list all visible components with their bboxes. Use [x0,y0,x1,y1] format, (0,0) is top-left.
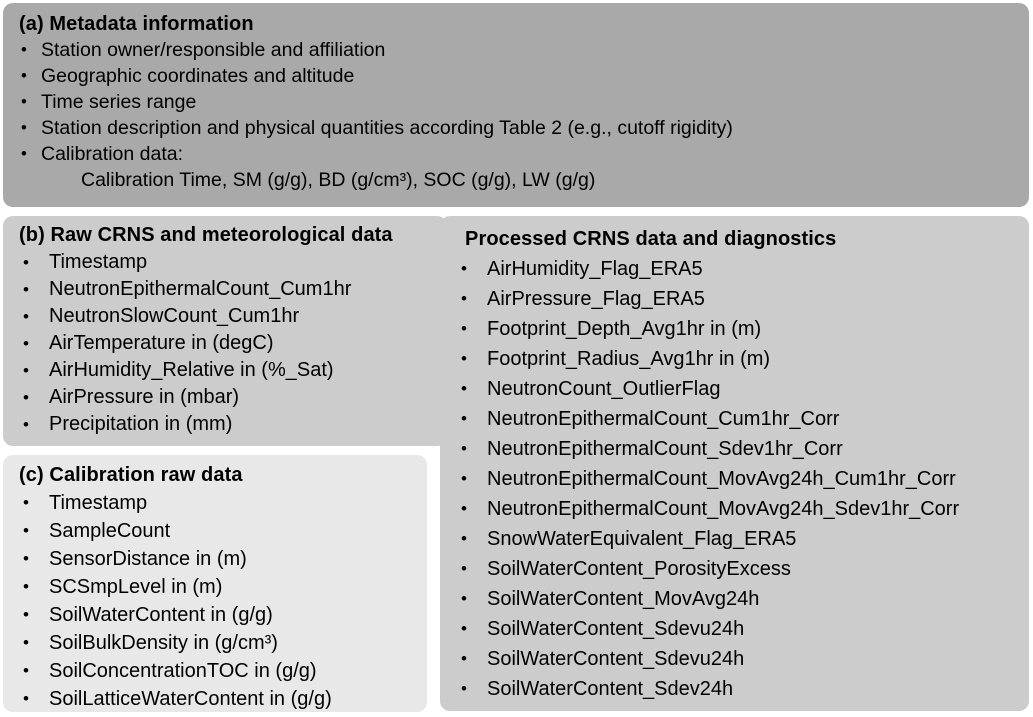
list-item: • AirHumidity_Relative in (%_Sat) [19,357,437,384]
list-item: • Footprint_Radius_Avg1hr in (m) [465,344,1019,374]
list-item: • Time series range [19,89,1013,115]
list-item: • Timestamp [19,489,417,517]
list-item: • SoilWaterContent in (g/g) [19,601,417,629]
list-item: • Geographic coordinates and altitude [19,63,1013,89]
panel-calibration-raw [3,455,427,712]
list-item: • NeutronCount_OutlierFlag [465,374,1019,404]
list-item: • SoilWaterContent_Sdevu24h [465,614,1019,644]
list-item: • NeutronSlowCount_Cum1hr [19,303,437,330]
list-item: • Precipitation in (mm) [19,411,437,438]
list-item: • SnowWaterEquivalent_Flag_ERA5 [465,524,1019,554]
list-item: • SoilBulkDensity in (g/cm³) [19,629,417,657]
list-item: • SoilWaterContent_Sdevu24h [465,644,1019,674]
list-item: • NeutronEpithermalCount_Sdev1hr_Corr [465,434,1019,464]
panel-raw-crns [3,216,447,446]
list-item: • SoilConcentrationTOC in (g/g) [19,657,417,685]
list-item: • SoilWaterContent_Sdev24h [465,674,1019,704]
list-item: • SampleCount [19,517,417,545]
panel-calibration-raw-title: (c) Calibration raw data [19,464,243,486]
list-item: • SoilWaterContent_PorosityExcess [465,554,1019,584]
panel-metadata-title: (a) Metadata information [19,13,254,35]
list-item: • NeutronEpithermalCount_Cum1hr [19,276,437,303]
list-item-indented: Calibration Time, SM (g/g), BD (g/cm³), SOC (g/g), LW (g/g) [81,169,596,191]
list-item: • NeutronEpithermalCount_MovAvg24h_Sdev1hr_Corr [465,494,1019,524]
list-item: • AirHumidity_Flag_ERA5 [465,254,1019,284]
panel-metadata [3,3,1029,207]
panel-processed-crns [440,216,1029,711]
panel-processed-crns-list [465,254,1019,704]
list-item: • AirPressure in (mbar) [19,384,437,411]
list-item: • AirTemperature in (degC) [19,330,437,357]
list-item: • Calibration data: [19,141,1013,167]
list-item: • NeutronEpithermalCount_Cum1hr_Corr [465,404,1019,434]
list-item: • SoilWaterContent_MovAvg24h [465,584,1019,614]
list-item: • SCSmpLevel in (m) [19,573,417,601]
list-item: • SensorDistance in (m) [19,545,417,573]
panel-processed-crns-title: Processed CRNS data and diagnostics [465,228,837,250]
list-item: • Station description and physical quantities according Table 2 (e.g., cutoff rigidity) [19,115,1013,141]
panel-raw-crns-title: (b) Raw CRNS and meteorological data [19,224,393,246]
list-item: • Timestamp [19,249,437,276]
list-item: • Station owner/responsible and affiliation [19,37,1013,63]
list-item: • SoilLatticeWaterContent in (g/g) [19,685,417,713]
panel-raw-crns-list [19,249,437,438]
list-item: • NeutronEpithermalCount_MovAvg24h_Cum1hr_Corr [465,464,1019,494]
list-item: • Footprint_Depth_Avg1hr in (m) [465,314,1019,344]
panel-metadata-list [19,37,1013,193]
list-item: • AirPressure_Flag_ERA5 [465,284,1019,314]
panel-calibration-raw-list [19,489,417,713]
